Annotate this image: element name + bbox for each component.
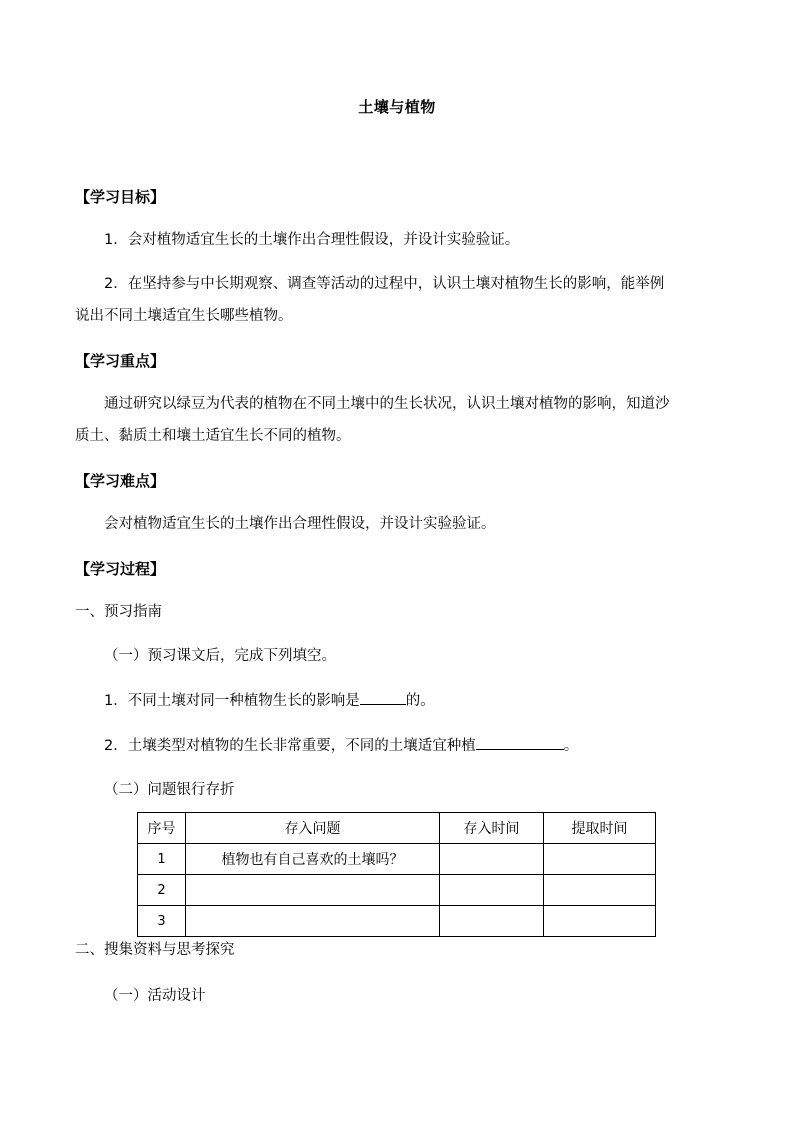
fill-2-text-before: 2．土壤类型对植物的生长非常重要，不同的土壤适宜种植 xyxy=(104,738,476,754)
header-withdraw-time: 提取时间 xyxy=(544,813,656,844)
row-question[interactable] xyxy=(186,875,440,906)
question-bank-table xyxy=(137,812,656,937)
table-header-row xyxy=(138,813,656,844)
row-withdraw-time[interactable] xyxy=(544,844,656,875)
row-number: 3 xyxy=(138,906,186,937)
row-deposit-time[interactable] xyxy=(440,875,544,906)
header-number: 序号 xyxy=(138,813,186,844)
fill-1-blank[interactable] xyxy=(360,690,406,705)
part-two-heading: 二、搜集资料与思考探究 xyxy=(75,942,235,958)
key-line-2: 质土、黏质土和壤土适宜生长不同的植物。 xyxy=(75,428,351,444)
sub-heading-preview: （一）预习课文后，完成下列填空。 xyxy=(104,648,336,664)
row-deposit-time[interactable] xyxy=(440,844,544,875)
goal-item-2: 2．在坚持参与中长期观察、调查等活动的过程中，认识土壤对植物生长的影响，能举例 xyxy=(104,276,665,292)
header-deposit-time: 存入时间 xyxy=(440,813,544,844)
key-line-1: 通过研究以绿豆为代表的植物在不同土壤中的生长状况，认识土壤对植物的影响，知道沙 xyxy=(104,396,670,412)
fill-question-2 xyxy=(104,735,578,756)
sub-heading-question-bank: （二）问题银行存折 xyxy=(104,782,235,798)
row-deposit-time[interactable] xyxy=(440,906,544,937)
row-withdraw-time[interactable] xyxy=(544,906,656,937)
goal-item-1: 1．会对植物适宜生长的土壤作出合理性假设，并设计实验验证。 xyxy=(104,232,520,248)
row-question[interactable] xyxy=(186,906,440,937)
row-question[interactable]: 植物也有自己喜欢的土壤吗？ xyxy=(186,844,440,875)
header-question: 存入问题 xyxy=(186,813,440,844)
sub-heading-activity-design: （一）活动设计 xyxy=(104,988,206,1004)
goal-item-2-continued: 说出不同土壤适宜生长哪些植物。 xyxy=(75,308,293,324)
page-title: 土壤与植物 xyxy=(358,98,436,116)
row-number: 1 xyxy=(138,844,186,875)
row-number: 2 xyxy=(138,875,186,906)
part-one-heading: 一、预习指南 xyxy=(75,604,162,620)
fill-2-text-after: 。 xyxy=(563,738,579,754)
fill-1-text-before: 1．不同土壤对同一种植物生长的影响是 xyxy=(104,693,360,709)
table-row xyxy=(138,906,656,937)
table-row xyxy=(138,875,656,906)
difficulty-line: 会对植物适宜生长的土壤作出合理性假设，并设计实验验证。 xyxy=(104,516,496,532)
heading-learning-goals: 【学习目标】 xyxy=(75,188,166,206)
fill-question-1 xyxy=(104,690,435,711)
table-row xyxy=(138,844,656,875)
heading-key-points: 【学习重点】 xyxy=(75,352,166,370)
row-withdraw-time[interactable] xyxy=(544,875,656,906)
fill-1-text-after: 的。 xyxy=(405,693,435,709)
fill-2-blank[interactable] xyxy=(476,735,564,750)
heading-difficulty: 【学习难点】 xyxy=(75,472,166,490)
heading-learning-process: 【学习过程】 xyxy=(75,560,166,578)
